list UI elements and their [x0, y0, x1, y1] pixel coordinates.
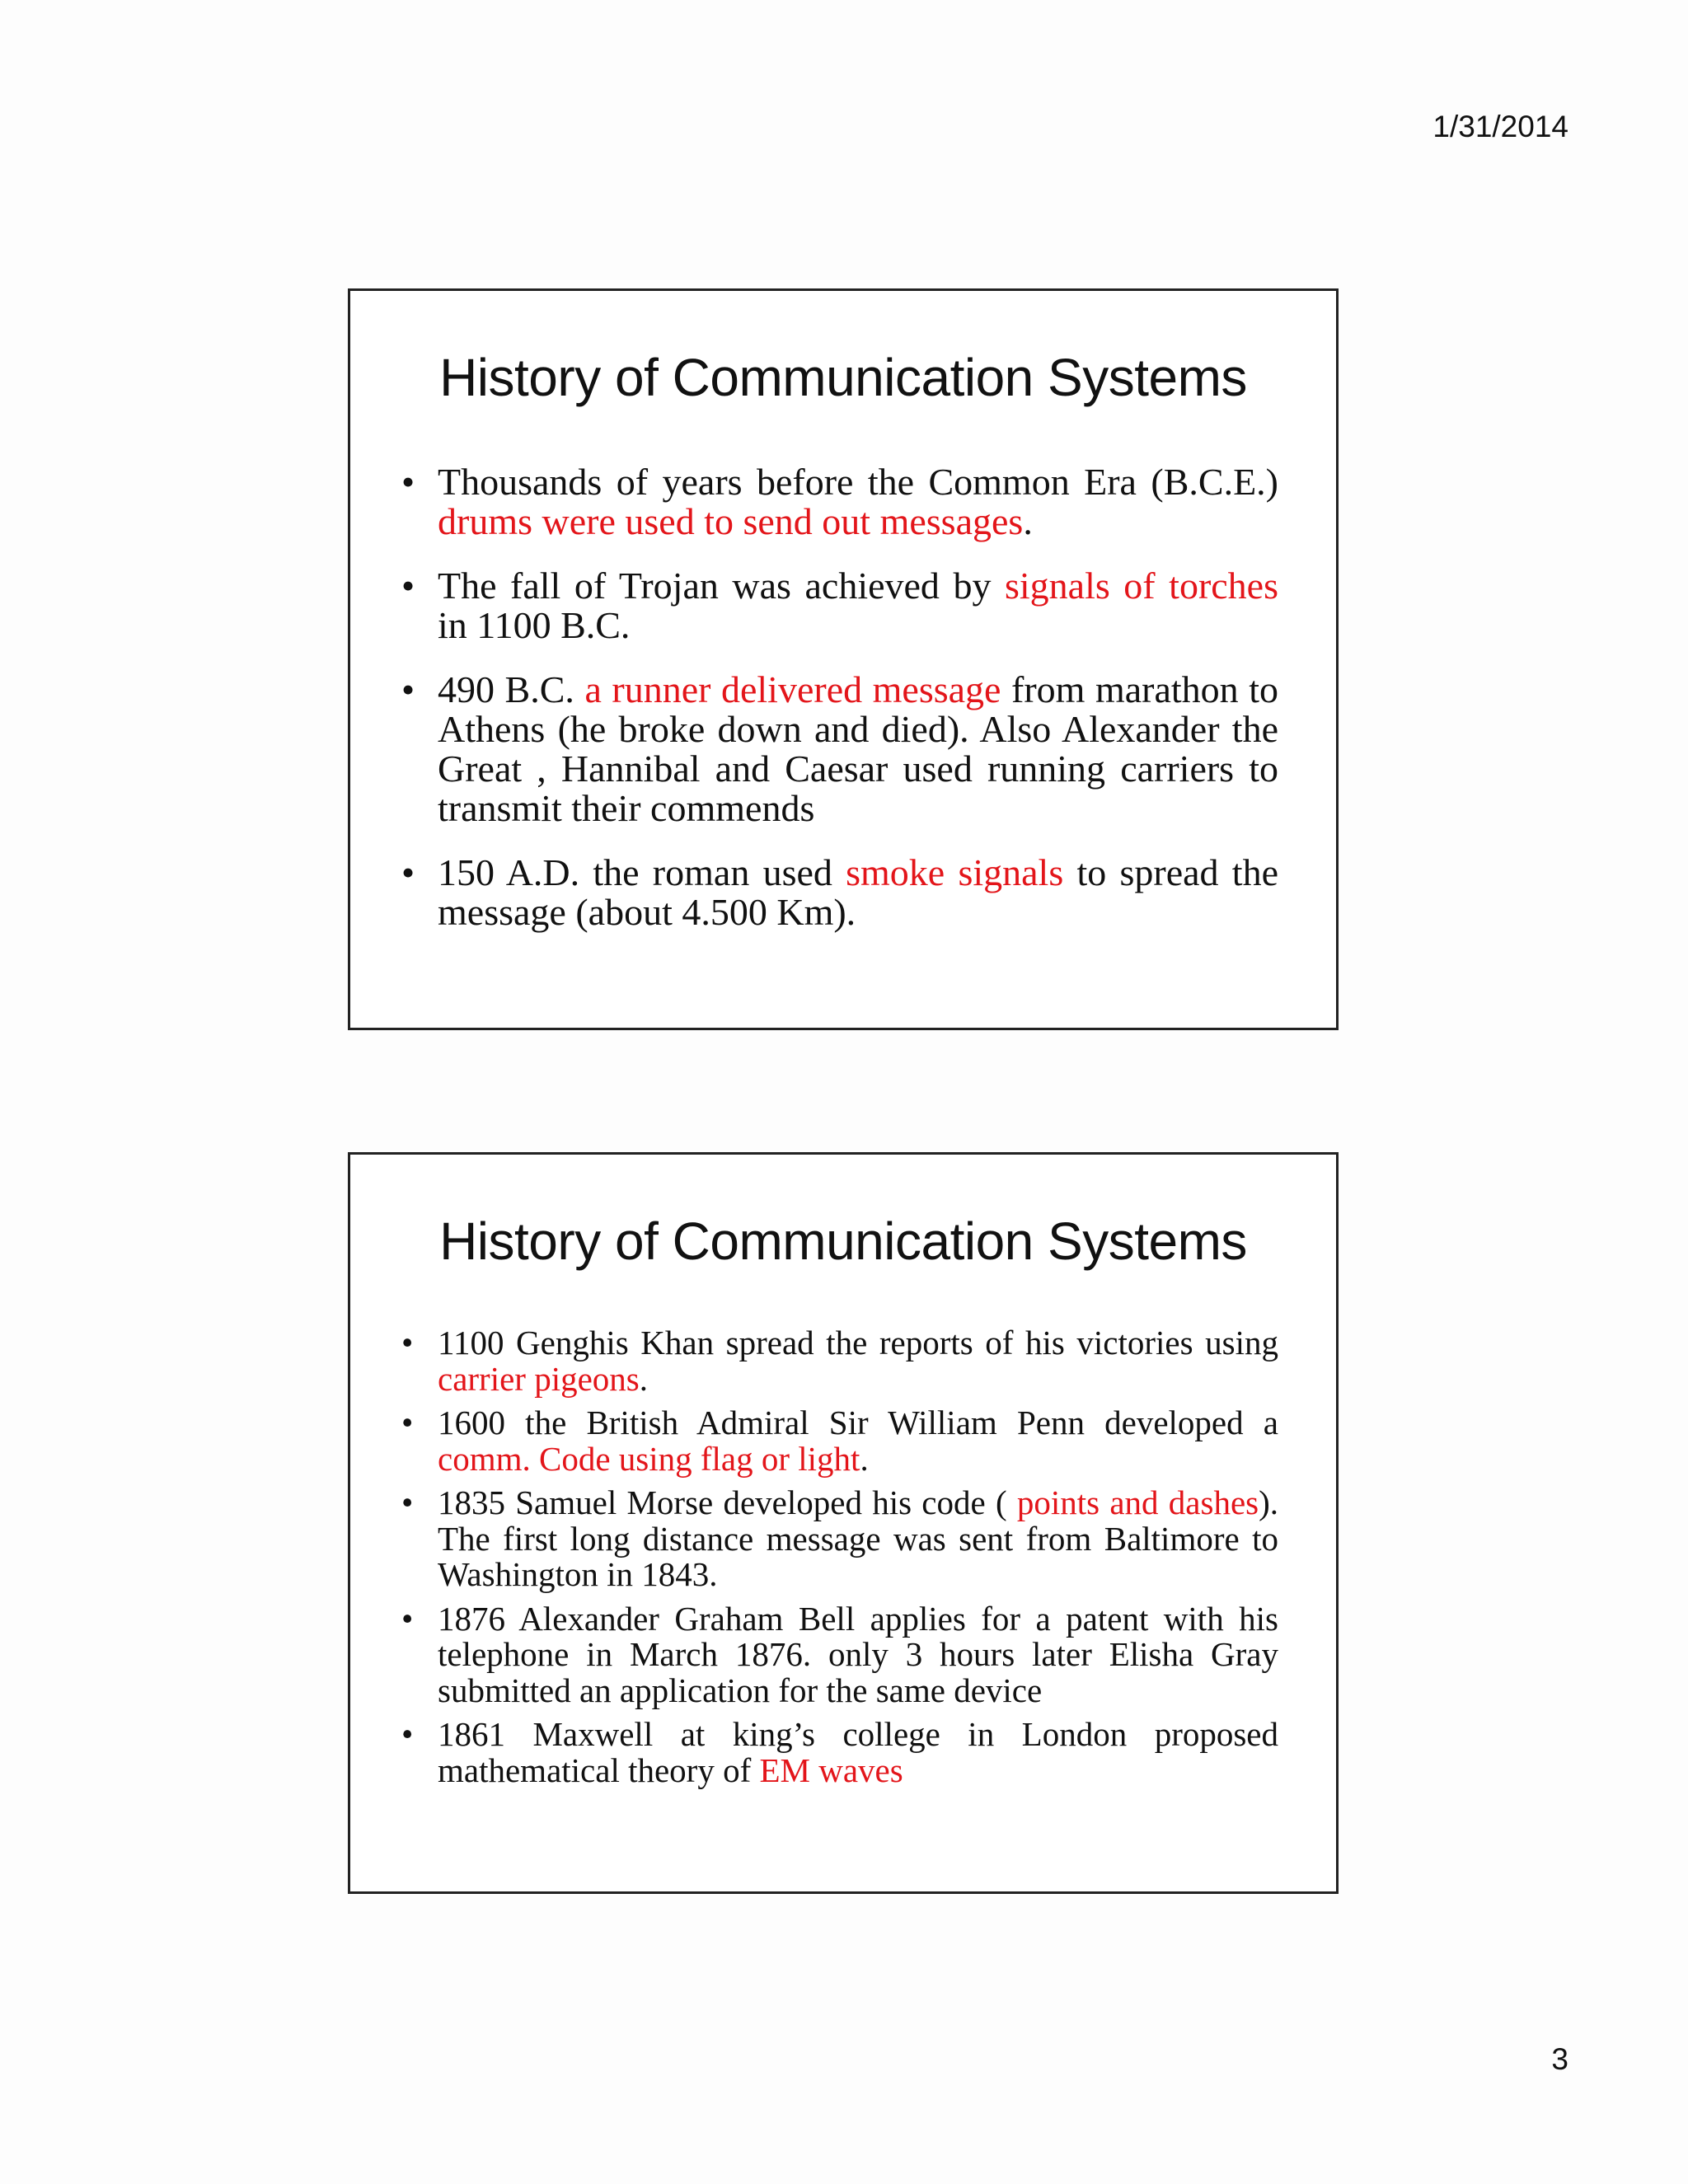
bullet-dot: • [401, 1483, 414, 1521]
bullet-dot: • [401, 565, 415, 607]
bullet-dot: • [401, 1599, 414, 1638]
bullet-item: • 1835 Samuel Morse developed his code ( points and dashes). The first long distance message was sent from Baltimore to Washington in 1843. [401, 1483, 1279, 1593]
bullet-item: • Thousands of years before the Common Era (B.C.E.) drums were used to send out messages. [401, 461, 1278, 542]
bullet-item: • 490 B.C. a runner delivered message from marathon to Athens (he broke down and died). Also Alexander the Great , Hannibal and Caesar used running carriers to transmit their commends [401, 668, 1278, 829]
slide-1 [348, 288, 1339, 1030]
slide-2 [348, 1152, 1339, 1894]
bullet-item: • 1600 the British Admiral Sir William Penn developed a comm. Code using flag or light. [401, 1404, 1278, 1478]
slide-title: History of Communication Systems [439, 348, 1247, 407]
slide-title: History of Communication Systems [439, 1212, 1247, 1271]
bullet-item: • 1861 Maxwell at king’s college in London proposed mathematical theory of EM waves [401, 1715, 1278, 1789]
bullet-list [401, 1325, 1278, 1797]
bullet-list [401, 462, 1278, 957]
page-number: 3 [1551, 2042, 1568, 2076]
bullet-item: • 150 A.D. the roman used smoke signals to spread the message (about 4.500 Km). [401, 851, 1278, 933]
bullet-item: • 1100 Genghis Khan spread the reports of his victories using carrier pigeons. [401, 1324, 1278, 1398]
bullet-dot: • [401, 461, 415, 503]
bullet-dot: • [401, 1715, 414, 1753]
page-date: 1/31/2014 [1432, 110, 1568, 143]
bullet-dot: • [401, 851, 415, 893]
bullet-dot: • [401, 668, 415, 710]
bullet-item: • The fall of Trojan was achieved by signals of torches in 1100 B.C. [401, 565, 1278, 646]
bullet-item: • 1876 Alexander Graham Bell applies for a patent with his telephone in March 1876. only 3 hours later Elisha Gray submitted an application for the same device [401, 1599, 1278, 1709]
bullet-dot: • [401, 1404, 414, 1441]
bullet-dot: • [401, 1324, 414, 1361]
